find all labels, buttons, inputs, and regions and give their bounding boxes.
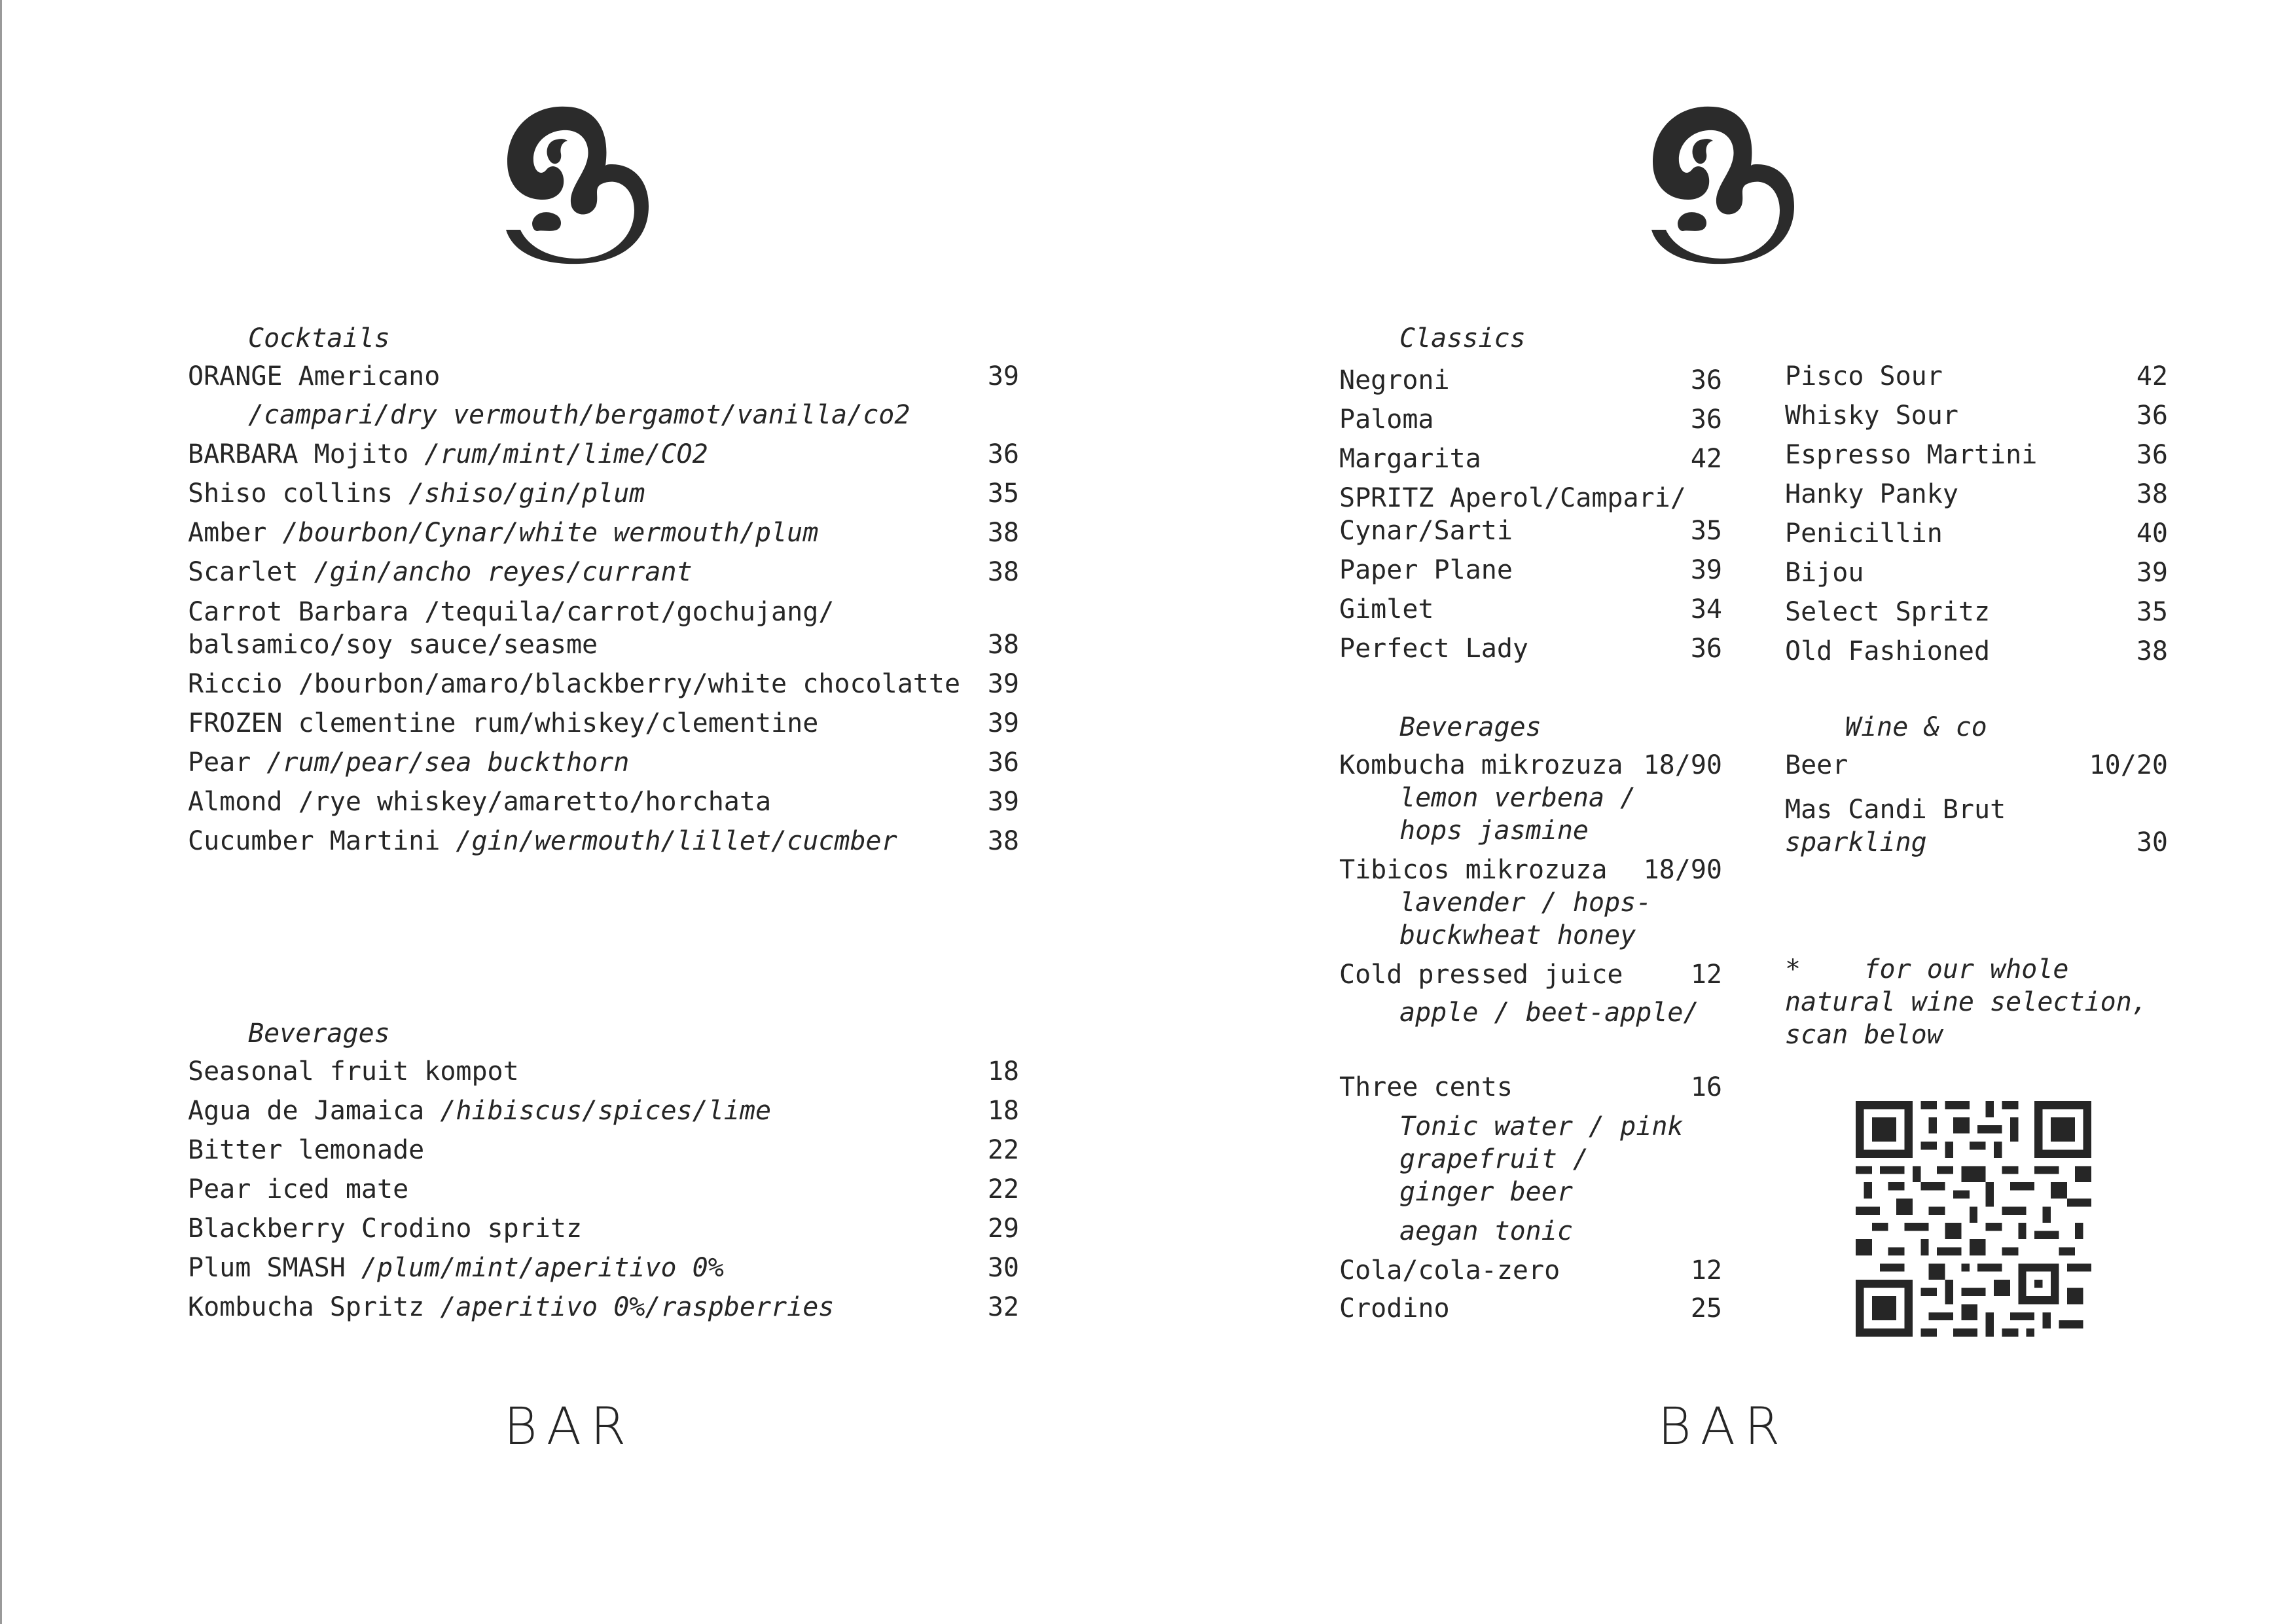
item-name: Three cents (1339, 1072, 1513, 1102)
item-name: Beer (1785, 750, 1848, 780)
qr-code-icon[interactable] (1856, 1101, 2091, 1337)
item-price: 39 (987, 669, 1019, 699)
wine-note-line: * for our whole (1785, 954, 2069, 984)
item-description: hops jasmine (1399, 816, 1589, 846)
item-name: Gimlet (1339, 594, 1434, 624)
item-name: Crodino (1339, 1293, 1450, 1324)
classics-section (1339, 322, 1722, 676)
item-name: Amber /bourbon/Cynar/white wermouth/plum (188, 518, 819, 548)
item-description: buckwheat honey (1399, 920, 1636, 950)
item-name: Shiso collins /shiso/gin/plum (188, 478, 645, 509)
item-name: Almond /rye whiskey/amaretto/horchata (188, 787, 772, 817)
item-description: ginger beer (1399, 1177, 1573, 1207)
item-description: lemon verbena / (1399, 783, 1636, 813)
item-description: /campari/dry vermouth/bergamot/vanilla/co2 (248, 400, 910, 430)
item-name: Scarlet /gin/ancho reyes/currant (188, 557, 693, 587)
item-name: Kombucha mikrozuza (1339, 750, 1623, 780)
item-price: 38 (2136, 479, 2168, 509)
item-price: 39 (987, 787, 1019, 817)
item-name: Margarita (1339, 444, 1481, 474)
section-title-cocktails: Cocktails (248, 323, 390, 353)
item-price: 38 (987, 826, 1019, 856)
item-name: Paloma (1339, 405, 1434, 435)
item-name: Riccio /bourbon/amaro/blackberry/white chocolatte (188, 669, 961, 699)
item-price: 18/90 (1643, 855, 1722, 885)
item-name: Bijou (1785, 558, 1864, 588)
item-price: 38 (2136, 636, 2168, 666)
item-name: BARBARA Mojito /rum/mint/lime/CO2 (188, 439, 708, 469)
section-title-wine: Wine & co (1845, 712, 1987, 742)
logo-right (1640, 101, 1797, 265)
item-name: Espresso Martini (1785, 440, 2038, 470)
item-price: 39 (2136, 558, 2168, 588)
item-price: 32 (987, 1292, 1019, 1322)
wine-note-line: natural wine selection, (1785, 987, 2148, 1017)
item-price: 35 (987, 478, 1019, 509)
item-name: ORANGE Americano (188, 361, 441, 391)
item-price: 36 (1690, 405, 1722, 435)
item-price: 25 (1690, 1293, 1722, 1324)
item-price: 36 (2136, 401, 2168, 431)
item-name: Pear iced mate (188, 1174, 409, 1204)
section-title-beverages: Beverages (248, 1019, 390, 1049)
item-description: lavender / hops- (1399, 888, 1652, 918)
item-price: 35 (1690, 516, 1722, 546)
page-edge (0, 0, 2, 1624)
item-price: 36 (987, 439, 1019, 469)
item-description: sparkling (1785, 827, 1927, 857)
item-name: Negroni (1339, 365, 1450, 395)
item-price: 39 (987, 708, 1019, 738)
section-title-classics: Classics (1399, 323, 1526, 353)
item-price: 29 (987, 1214, 1019, 1244)
item-name: Cucumber Martini /gin/wermouth/lillet/cucmber (188, 826, 897, 856)
item-price: 36 (1690, 634, 1722, 664)
item-name: Select Spritz (1785, 597, 1991, 627)
item-price: 30 (2136, 827, 2168, 857)
item-price: 36 (1690, 365, 1722, 395)
item-price: 18 (987, 1096, 1019, 1126)
item-name: Whisky Sour (1785, 401, 1958, 431)
item-price: 12 (1690, 1255, 1722, 1286)
qr-code-graphic (1856, 1101, 2091, 1337)
cocktails-section (188, 322, 1019, 872)
item-name: Paper Plane (1339, 555, 1513, 585)
section-title-beverages: Beverages (1399, 712, 1541, 742)
item-name: Cynar/Sarti (1339, 516, 1513, 546)
item-price: 18 (987, 1056, 1019, 1087)
item-name: Tibicos mikrozuza (1339, 855, 1608, 885)
item-name: Plum SMASH /plum/mint/aperitivo 0% (188, 1253, 724, 1283)
wine-note-line: scan below (1785, 1020, 1943, 1050)
item-price: 30 (987, 1253, 1019, 1283)
item-name: Carrot Barbara /tequila/carrot/gochujang/ (188, 597, 835, 627)
item-price: 39 (1690, 555, 1722, 585)
item-name: FROZEN clementine rum/whiskey/clementine (188, 708, 819, 738)
item-description: grapefruit / (1399, 1144, 1589, 1174)
item-name: Kombucha Spritz /aperitivo 0%/raspberries (188, 1292, 835, 1322)
item-price: 38 (987, 518, 1019, 548)
beverages-section-right (1339, 711, 1722, 1339)
item-name: Old Fashioned (1785, 636, 1991, 666)
item-price: 42 (1690, 444, 1722, 474)
item-price: 38 (987, 630, 1019, 660)
item-name: Perfect Lady (1339, 634, 1528, 664)
wine-section (1785, 711, 2168, 868)
item-price: 22 (987, 1135, 1019, 1165)
item-price: 36 (2136, 440, 2168, 470)
beverages-section-left (188, 1017, 1019, 1331)
item-name: Pisco Sour (1785, 361, 1943, 391)
item-description: Tonic water / pink (1399, 1111, 1684, 1142)
item-name: SPRITZ Aperol/Campari/ (1339, 483, 1686, 513)
item-name: Seasonal fruit kompot (188, 1056, 519, 1087)
item-name: Mas Candi Brut (1785, 795, 2006, 825)
item-price: 18/90 (1643, 750, 1722, 780)
item-price: 10/20 (2089, 750, 2168, 780)
item-price: 35 (2136, 597, 2168, 627)
item-price: 16 (1690, 1072, 1722, 1102)
item-name: Agua de Jamaica /hibiscus/spices/lime (188, 1096, 772, 1126)
item-price: 40 (2136, 518, 2168, 549)
item-description: apple / beet-apple/ (1399, 998, 1699, 1028)
item-name: Blackberry Crodino spritz (188, 1214, 583, 1244)
item-price: 42 (2136, 361, 2168, 391)
item-name: Pear /rum/pear/sea buckthorn (188, 748, 630, 778)
bar-footer-left: BAR (503, 1398, 636, 1456)
item-price: 39 (987, 361, 1019, 391)
item-name: Cola/cola-zero (1339, 1255, 1560, 1286)
item-name: Hanky Panky (1785, 479, 1958, 509)
item-name: Cold pressed juice (1339, 960, 1623, 990)
item-name: balsamico/soy sauce/seasme (188, 630, 598, 660)
classics-section-col2 (1785, 360, 2168, 674)
swirl-b-logo-icon (494, 101, 651, 265)
item-price: 38 (987, 557, 1019, 587)
item-description: aegan tonic (1399, 1216, 1573, 1246)
bar-footer-right: BAR (1657, 1398, 1790, 1456)
swirl-b-logo-icon (1640, 101, 1797, 265)
item-price: 36 (987, 748, 1019, 778)
item-price: 12 (1690, 960, 1722, 990)
item-name: Penicillin (1785, 518, 1943, 549)
item-name: Bitter lemonade (188, 1135, 425, 1165)
logo-left (494, 101, 651, 265)
item-price: 22 (987, 1174, 1019, 1204)
item-price: 34 (1690, 594, 1722, 624)
